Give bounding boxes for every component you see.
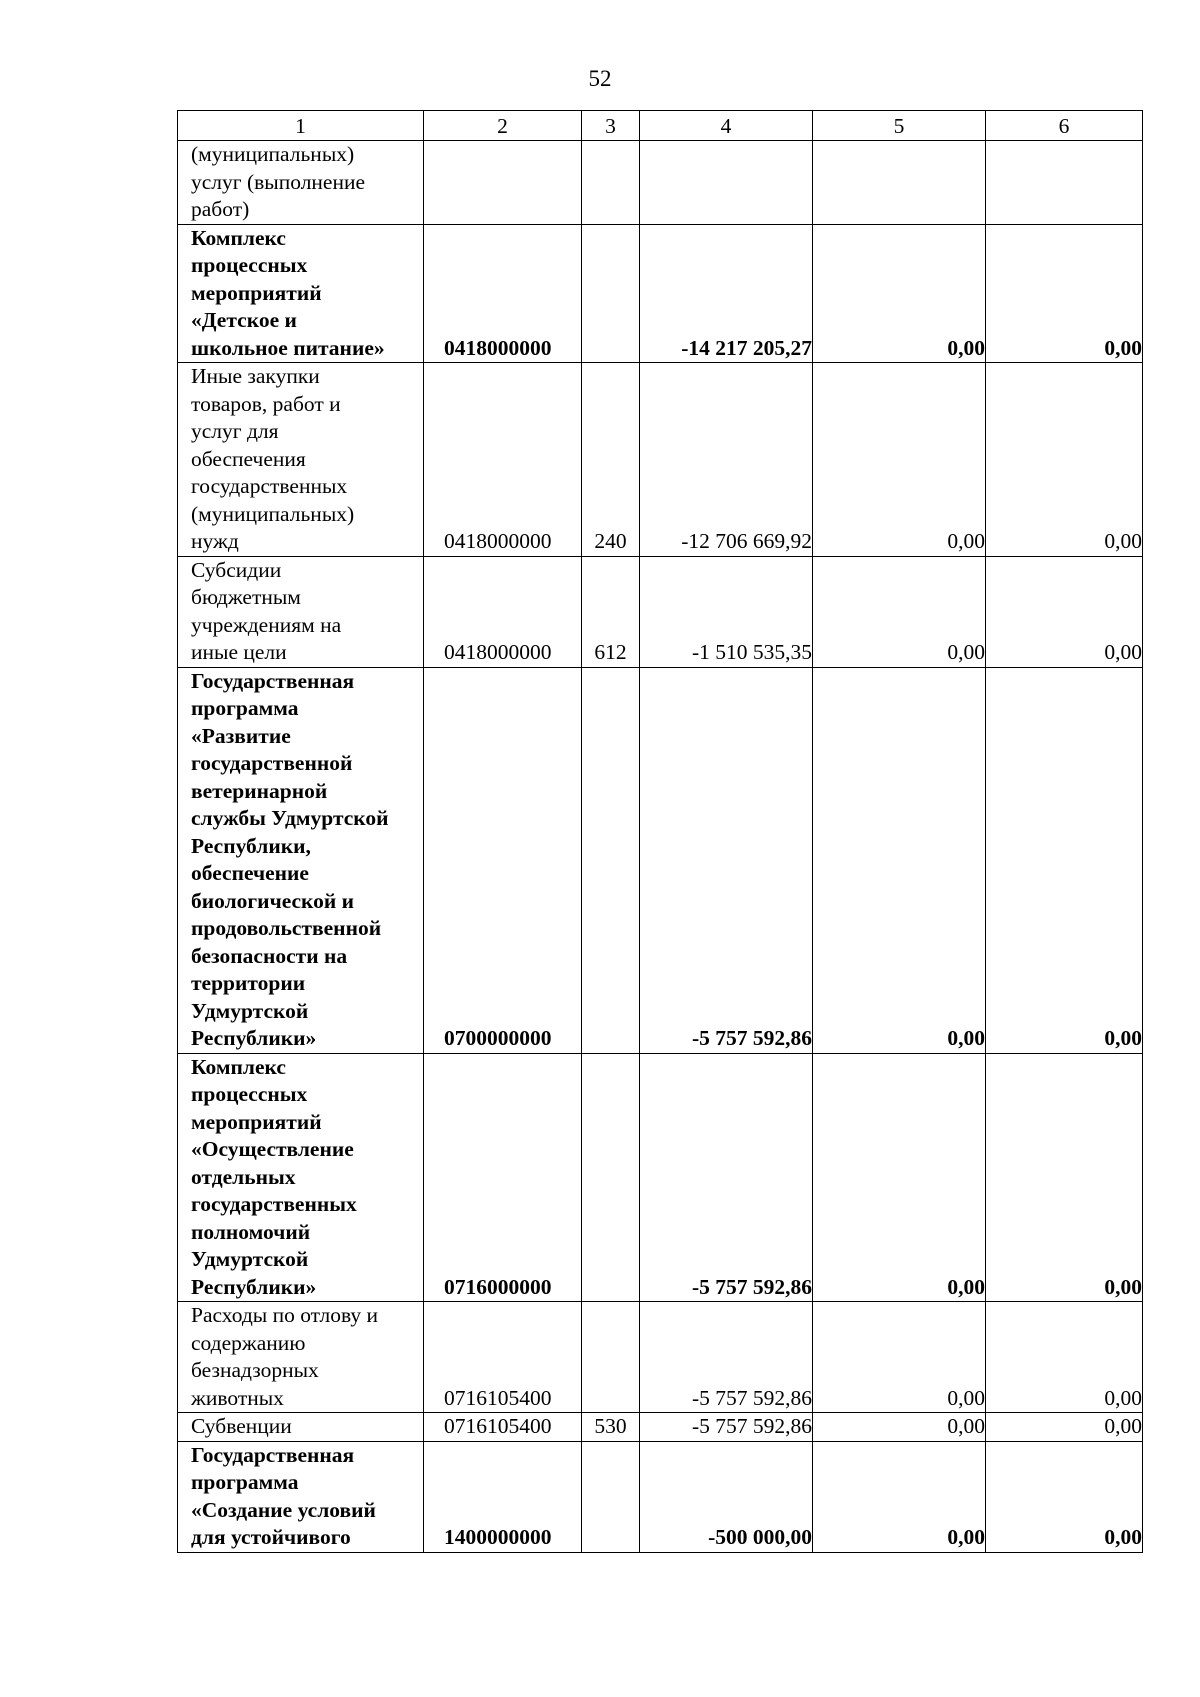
row-name-line: Субсидии [191, 557, 282, 582]
amount-cell-col4 [640, 141, 813, 225]
row-name-line: мероприятий [191, 280, 322, 305]
amount-cell-col6: 0,00 [986, 363, 1143, 557]
row-name-cell [178, 1302, 424, 1413]
table-row [178, 556, 1143, 667]
table-row [178, 1053, 1143, 1302]
row-name-line: Государственная [191, 1442, 355, 1467]
row-name-line: безнадзорных [191, 1358, 319, 1382]
amount-cell-col5: 0,00 [813, 224, 986, 363]
expense-type-cell [582, 1302, 640, 1413]
row-name-line: программа [191, 1470, 299, 1494]
row-name-line: бюджетным [191, 585, 301, 609]
amount-cell-col4: -500 000,00 [640, 1441, 813, 1552]
row-name-line: (муниципальных) [191, 501, 355, 526]
row-name-line: Республики, [191, 833, 311, 858]
row-name-line: работ) [191, 197, 250, 221]
column-header: 1 [178, 111, 424, 141]
row-name-line: программа [191, 696, 299, 720]
row-name-line: товаров, работ и [191, 391, 341, 416]
code-cell: 0418000000 [424, 556, 582, 667]
amount-cell-col6: 0,00 [986, 556, 1143, 667]
expense-type-cell [582, 1053, 640, 1302]
row-name-line: Удмуртской [191, 998, 309, 1023]
row-name-line: содержанию [191, 1330, 306, 1355]
row-name-cell [178, 667, 424, 1053]
row-name-line: «Детское и [191, 308, 297, 332]
amount-cell-col4: -14 217 205,27 [640, 224, 813, 363]
row-name-cell [178, 1053, 424, 1302]
table-row [178, 363, 1143, 557]
amount-cell-col6: 0,00 [986, 224, 1143, 363]
row-name-cell [178, 224, 424, 363]
budget-table [177, 110, 1143, 1553]
table-row [178, 667, 1143, 1053]
row-name-line: Республики» [191, 1274, 317, 1299]
amount-cell-col4: -5 757 592,86 [640, 1413, 813, 1442]
row-name-line: животных [191, 1385, 284, 1410]
row-name-line: отдельных [191, 1164, 296, 1189]
amount-cell-col5: 0,00 [813, 1413, 986, 1442]
table-row [178, 1441, 1143, 1552]
code-cell: 1400000000 [424, 1441, 582, 1552]
row-name-line: Республики» [191, 1026, 317, 1050]
column-header: 5 [813, 111, 986, 141]
row-name-line: обеспечение [191, 861, 309, 885]
row-name-line: биологической и [191, 888, 355, 913]
table-row [178, 1302, 1143, 1413]
column-header: 6 [986, 111, 1143, 141]
expense-type-cell: 530 [582, 1413, 640, 1442]
amount-cell-col6: 0,00 [986, 1053, 1143, 1302]
column-header: 3 [582, 111, 640, 141]
expense-type-cell: 240 [582, 363, 640, 557]
row-name-line: Субвенции [191, 1414, 292, 1438]
expense-type-cell [582, 141, 640, 225]
code-cell: 0716000000 [424, 1053, 582, 1302]
row-name-cell [178, 141, 424, 225]
row-name-line: нужд [191, 529, 239, 553]
row-name-line: услуг (выполнение [191, 169, 366, 194]
row-name-line: «Создание условий [191, 1497, 376, 1522]
row-name-cell [178, 556, 424, 667]
amount-cell-col4: -5 757 592,86 [640, 667, 813, 1053]
row-name-line: продовольственной [191, 916, 382, 940]
row-name-line: Расходы по отлову и [191, 1303, 379, 1327]
amount-cell-col4: -5 757 592,86 [640, 1053, 813, 1302]
row-name-line: Государственная [191, 668, 355, 693]
row-name-line: школьное питание» [191, 335, 385, 360]
expense-type-cell [582, 667, 640, 1053]
row-name-cell [178, 1413, 424, 1442]
row-name-cell [178, 363, 424, 557]
code-cell [424, 141, 582, 225]
row-name-line: территории [191, 971, 306, 995]
amount-cell-col5 [813, 141, 986, 225]
row-name-line: процессных [191, 253, 308, 277]
table-row [178, 141, 1143, 225]
row-name-line: для устойчивого [191, 1525, 351, 1549]
row-name-line: «Осуществление [191, 1137, 354, 1161]
code-cell: 0700000000 [424, 667, 582, 1053]
expense-type-cell [582, 1441, 640, 1552]
row-name-line: услуг для [191, 419, 279, 443]
row-name-line: обеспечения [191, 446, 306, 471]
amount-cell-col6 [986, 141, 1143, 225]
row-name-line: (муниципальных) [191, 142, 355, 166]
row-name-line: мероприятий [191, 1109, 322, 1134]
row-name-line: полномочий [191, 1219, 311, 1244]
row-name-line: ветеринарной [191, 778, 328, 803]
amount-cell-col6: 0,00 [986, 1413, 1143, 1442]
row-name-line: государственной [191, 751, 353, 775]
page-number: 52 [588, 66, 612, 91]
table-row [178, 1413, 1143, 1442]
row-name-line: Иные закупки [191, 364, 320, 388]
code-cell: 0418000000 [424, 363, 582, 557]
code-cell: 0716105400 [424, 1413, 582, 1442]
amount-cell-col5: 0,00 [813, 1302, 986, 1413]
amount-cell-col6: 0,00 [986, 667, 1143, 1053]
row-name-line: службы Удмуртской [191, 806, 389, 830]
row-name-line: безопасности на [191, 943, 348, 968]
column-header: 4 [640, 111, 813, 141]
amount-cell-col5: 0,00 [813, 556, 986, 667]
column-header: 2 [424, 111, 582, 141]
code-cell: 0418000000 [424, 224, 582, 363]
row-name-cell [178, 1441, 424, 1552]
row-name-line: государственных [191, 1192, 357, 1216]
amount-cell-col6: 0,00 [986, 1441, 1143, 1552]
row-name-line: Комплекс [191, 1054, 286, 1079]
amount-cell-col5: 0,00 [813, 1441, 986, 1552]
amount-cell-col5: 0,00 [813, 667, 986, 1053]
amount-cell-col4: -1 510 535,35 [640, 556, 813, 667]
row-name-line: процессных [191, 1082, 308, 1106]
expense-type-cell: 612 [582, 556, 640, 667]
row-name-line: Удмуртской [191, 1247, 309, 1271]
amount-cell-col4: -12 706 669,92 [640, 363, 813, 557]
table-row [178, 224, 1143, 363]
row-name-line: учреждениям на [191, 612, 342, 637]
row-name-line: государственных [191, 474, 348, 498]
amount-cell-col5: 0,00 [813, 1053, 986, 1302]
code-cell: 0716105400 [424, 1302, 582, 1413]
amount-cell-col4: -5 757 592,86 [640, 1302, 813, 1413]
amount-cell-col6: 0,00 [986, 1302, 1143, 1413]
table-header-row [178, 111, 1143, 141]
row-name-line: «Развитие [191, 723, 291, 748]
amount-cell-col5: 0,00 [813, 363, 986, 557]
expense-type-cell [582, 224, 640, 363]
row-name-line: иные цели [191, 640, 287, 664]
row-name-line: Комплекс [191, 225, 286, 250]
